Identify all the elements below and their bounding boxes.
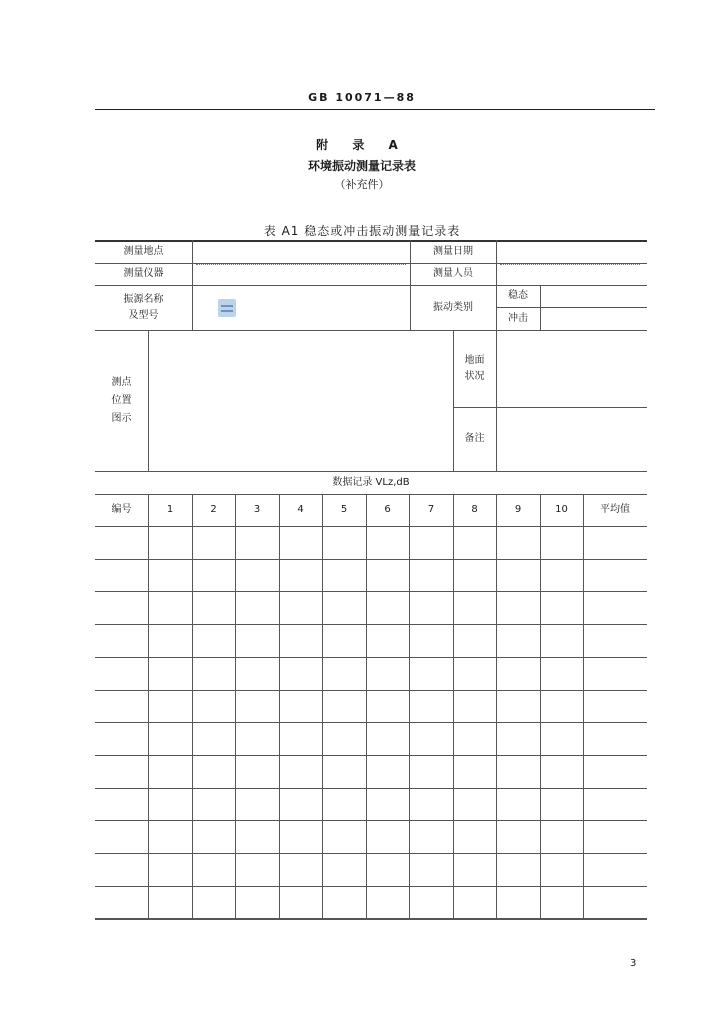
table-cell[interactable] bbox=[95, 820, 148, 853]
table-cell[interactable] bbox=[583, 624, 647, 657]
table-cell[interactable] bbox=[540, 853, 583, 886]
table-cell[interactable] bbox=[453, 657, 496, 690]
table-cell[interactable] bbox=[322, 690, 366, 723]
table-cell[interactable] bbox=[279, 624, 322, 657]
table-cell[interactable] bbox=[279, 690, 322, 723]
label-person: 测量人员 bbox=[433, 268, 473, 279]
table-cell[interactable] bbox=[235, 624, 279, 657]
table-cell[interactable] bbox=[95, 657, 148, 690]
table-cell[interactable] bbox=[366, 591, 409, 624]
label-steady: 稳态 bbox=[508, 290, 528, 301]
table-cell[interactable] bbox=[192, 690, 235, 723]
table-cell[interactable] bbox=[279, 820, 322, 853]
label-ground-line2: 状况 bbox=[464, 370, 485, 382]
label-position-line3: 图示 bbox=[111, 412, 132, 424]
table-cell[interactable] bbox=[366, 755, 409, 788]
column-header: 6 bbox=[384, 504, 391, 515]
document-title: 环境振动测量记录表 bbox=[307, 159, 416, 173]
table-cell[interactable] bbox=[409, 657, 453, 690]
table-cell[interactable] bbox=[192, 853, 235, 886]
table-cell[interactable] bbox=[453, 722, 496, 755]
table-cell[interactable] bbox=[148, 624, 192, 657]
table-cell[interactable] bbox=[279, 788, 322, 821]
table-cell[interactable] bbox=[148, 853, 192, 886]
table-cell[interactable] bbox=[496, 853, 540, 886]
label-date: 测量日期 bbox=[433, 245, 473, 257]
table-cell[interactable] bbox=[192, 559, 235, 592]
column-header: 5 bbox=[340, 504, 348, 515]
table-cell[interactable] bbox=[95, 853, 148, 886]
table-cell[interactable] bbox=[235, 755, 279, 788]
table-cell[interactable] bbox=[583, 690, 647, 723]
table-cell[interactable] bbox=[453, 591, 496, 624]
column-header: 3 bbox=[253, 504, 261, 515]
table-cell[interactable] bbox=[453, 690, 496, 723]
table-cell[interactable] bbox=[496, 657, 540, 690]
table-cell[interactable] bbox=[583, 526, 647, 559]
table-cell[interactable] bbox=[453, 624, 496, 657]
table-cell[interactable] bbox=[235, 853, 279, 886]
table-cell[interactable] bbox=[95, 526, 148, 559]
table-cell[interactable] bbox=[366, 526, 409, 559]
table-cell[interactable] bbox=[192, 657, 235, 690]
label-instrument: 测量仪器 bbox=[123, 268, 164, 279]
table-cell[interactable] bbox=[583, 853, 647, 886]
stamp-mark bbox=[218, 299, 236, 317]
page-number: 3 bbox=[630, 958, 637, 969]
column-header: 1 bbox=[166, 504, 174, 515]
table-cell[interactable] bbox=[496, 624, 540, 657]
table-cell[interactable] bbox=[148, 526, 192, 559]
label-location: 测量地点 bbox=[123, 245, 164, 257]
table-cell[interactable] bbox=[366, 559, 409, 592]
table-cell[interactable] bbox=[496, 820, 540, 853]
label-position-line2: 位置 bbox=[111, 394, 132, 406]
table-cell[interactable] bbox=[148, 788, 192, 821]
table-cell[interactable] bbox=[540, 690, 583, 723]
table-cell[interactable] bbox=[235, 526, 279, 559]
table-cell[interactable] bbox=[235, 559, 279, 592]
label-ground-line1: 地面 bbox=[464, 354, 485, 366]
table-cell[interactable] bbox=[95, 591, 148, 624]
label-vibration-type: 振动类别 bbox=[433, 301, 473, 313]
table-cell[interactable] bbox=[322, 559, 366, 592]
table-cell[interactable] bbox=[322, 886, 366, 919]
standard-code: GB 10071—88 bbox=[308, 91, 416, 104]
column-header: 8 bbox=[471, 504, 478, 515]
table-cell[interactable] bbox=[366, 690, 409, 723]
table-cell[interactable] bbox=[95, 788, 148, 821]
table-cell[interactable] bbox=[366, 657, 409, 690]
table-cell[interactable] bbox=[148, 755, 192, 788]
label-source-line1: 振源名称 bbox=[123, 293, 164, 305]
table-cell[interactable] bbox=[235, 722, 279, 755]
table-cell[interactable] bbox=[583, 591, 647, 624]
column-header: 7 bbox=[427, 504, 435, 515]
row-rule bbox=[95, 330, 647, 331]
table-cell[interactable] bbox=[496, 722, 540, 755]
table-cell[interactable] bbox=[148, 591, 192, 624]
table-cell[interactable] bbox=[496, 559, 540, 592]
table-cell[interactable] bbox=[279, 853, 322, 886]
table-cell[interactable] bbox=[409, 559, 453, 592]
table-cell[interactable] bbox=[409, 624, 453, 657]
table-cell[interactable] bbox=[192, 722, 235, 755]
table-cell[interactable] bbox=[148, 559, 192, 592]
table-cell[interactable] bbox=[279, 722, 322, 755]
table-cell[interactable] bbox=[409, 886, 453, 919]
table-cell[interactable] bbox=[192, 755, 235, 788]
table-cell[interactable] bbox=[235, 820, 279, 853]
fill-line bbox=[196, 264, 406, 265]
table-cell[interactable] bbox=[409, 755, 453, 788]
table-cell[interactable] bbox=[279, 657, 322, 690]
table-cell[interactable] bbox=[496, 526, 540, 559]
table-cell[interactable] bbox=[583, 755, 647, 788]
table-cell[interactable] bbox=[366, 788, 409, 821]
label-source-line2: 及型号 bbox=[128, 309, 159, 321]
table-cell[interactable] bbox=[409, 788, 453, 821]
table-caption: 表 A1 稳态或冲击振动测量记录表 bbox=[263, 224, 461, 238]
table-cell[interactable] bbox=[583, 559, 647, 592]
label-position-line1: 测点 bbox=[111, 376, 132, 388]
table-cell[interactable] bbox=[279, 886, 322, 919]
table-cell[interactable] bbox=[366, 886, 409, 919]
table-cell[interactable] bbox=[583, 722, 647, 755]
table-cell[interactable] bbox=[322, 624, 366, 657]
table-cell[interactable] bbox=[496, 886, 540, 919]
table-cell[interactable] bbox=[366, 722, 409, 755]
table-cell[interactable] bbox=[409, 820, 453, 853]
table-cell[interactable] bbox=[540, 591, 583, 624]
table-cell[interactable] bbox=[453, 820, 496, 853]
table-cell[interactable] bbox=[409, 690, 453, 723]
table-cell[interactable] bbox=[235, 788, 279, 821]
table-cell[interactable] bbox=[453, 788, 496, 821]
table-cell[interactable] bbox=[540, 755, 583, 788]
table-cell[interactable] bbox=[279, 559, 322, 592]
label-remarks: 备注 bbox=[464, 433, 485, 444]
table-cell[interactable] bbox=[496, 788, 540, 821]
table-cell[interactable] bbox=[192, 886, 235, 919]
col-rule bbox=[540, 285, 541, 330]
label-data-record: 数据记录 VLz,dB bbox=[332, 476, 410, 488]
table-cell[interactable] bbox=[540, 526, 583, 559]
table-cell[interactable] bbox=[322, 755, 366, 788]
column-header: 2 bbox=[210, 504, 217, 515]
table-cell[interactable] bbox=[279, 526, 322, 559]
appendix-title: 附 录 A bbox=[316, 138, 408, 152]
table-cell[interactable] bbox=[540, 886, 583, 919]
table-cell[interactable] bbox=[583, 820, 647, 853]
table-cell[interactable] bbox=[148, 886, 192, 919]
fill-line bbox=[500, 264, 640, 265]
label-ground-condition bbox=[453, 330, 496, 407]
table-cell[interactable] bbox=[235, 657, 279, 690]
table-cell[interactable] bbox=[192, 820, 235, 853]
table-cell[interactable] bbox=[192, 591, 235, 624]
col-rule bbox=[192, 240, 193, 330]
table-cell[interactable] bbox=[322, 722, 366, 755]
table-cell[interactable] bbox=[95, 690, 148, 723]
table-cell[interactable] bbox=[95, 559, 148, 592]
table-cell[interactable] bbox=[322, 820, 366, 853]
table-cell[interactable] bbox=[192, 624, 235, 657]
table-cell[interactable] bbox=[235, 690, 279, 723]
table-cell[interactable] bbox=[453, 526, 496, 559]
table-cell[interactable] bbox=[192, 788, 235, 821]
table-cell[interactable] bbox=[279, 591, 322, 624]
column-header: 平均值 bbox=[600, 504, 630, 515]
table-cell[interactable] bbox=[409, 722, 453, 755]
table-cell[interactable] bbox=[366, 624, 409, 657]
table-cell[interactable] bbox=[148, 690, 192, 723]
column-header: 10 bbox=[555, 504, 568, 515]
table-cell[interactable] bbox=[95, 722, 148, 755]
column-header: 编号 bbox=[111, 504, 132, 515]
label-source bbox=[95, 285, 192, 330]
table-cell[interactable] bbox=[148, 820, 192, 853]
table-cell[interactable] bbox=[322, 853, 366, 886]
table-cell[interactable] bbox=[322, 526, 366, 559]
table-cell[interactable] bbox=[148, 722, 192, 755]
table-cell[interactable] bbox=[279, 755, 322, 788]
table-cell[interactable] bbox=[540, 788, 583, 821]
table-cell[interactable] bbox=[95, 624, 148, 657]
table-cell[interactable] bbox=[583, 886, 647, 919]
table-cell[interactable] bbox=[453, 755, 496, 788]
column-header: 4 bbox=[297, 504, 304, 515]
table-cell[interactable] bbox=[95, 755, 148, 788]
table-cell[interactable] bbox=[583, 788, 647, 821]
table-cell[interactable] bbox=[496, 755, 540, 788]
table-cell[interactable] bbox=[322, 591, 366, 624]
col-rule bbox=[496, 330, 497, 471]
header-rule bbox=[95, 109, 655, 110]
label-impact: 冲击 bbox=[508, 312, 528, 324]
table-cell[interactable] bbox=[453, 559, 496, 592]
col-rule bbox=[148, 330, 149, 471]
table-cell[interactable] bbox=[366, 853, 409, 886]
table-cell[interactable] bbox=[453, 853, 496, 886]
supplement-note: （补充件） bbox=[334, 178, 390, 191]
table-cell[interactable] bbox=[409, 591, 453, 624]
table-cell[interactable] bbox=[148, 657, 192, 690]
table-cell[interactable] bbox=[235, 886, 279, 919]
label-position-diagram bbox=[95, 330, 148, 471]
table-cell[interactable] bbox=[496, 591, 540, 624]
table-cell[interactable] bbox=[540, 657, 583, 690]
table-cell[interactable] bbox=[322, 788, 366, 821]
table-cell[interactable] bbox=[540, 624, 583, 657]
table-cell[interactable] bbox=[540, 820, 583, 853]
table-cell[interactable] bbox=[366, 820, 409, 853]
table-cell[interactable] bbox=[540, 559, 583, 592]
table-cell[interactable] bbox=[322, 657, 366, 690]
table-cell[interactable] bbox=[192, 526, 235, 559]
table-cell[interactable] bbox=[583, 657, 647, 690]
table-cell[interactable] bbox=[453, 886, 496, 919]
table-cell[interactable] bbox=[409, 526, 453, 559]
table-cell[interactable] bbox=[235, 591, 279, 624]
table-cell[interactable] bbox=[496, 690, 540, 723]
table-cell[interactable] bbox=[409, 853, 453, 886]
table-cell[interactable] bbox=[540, 722, 583, 755]
column-header: 9 bbox=[514, 504, 522, 515]
table-cell[interactable] bbox=[95, 886, 148, 919]
